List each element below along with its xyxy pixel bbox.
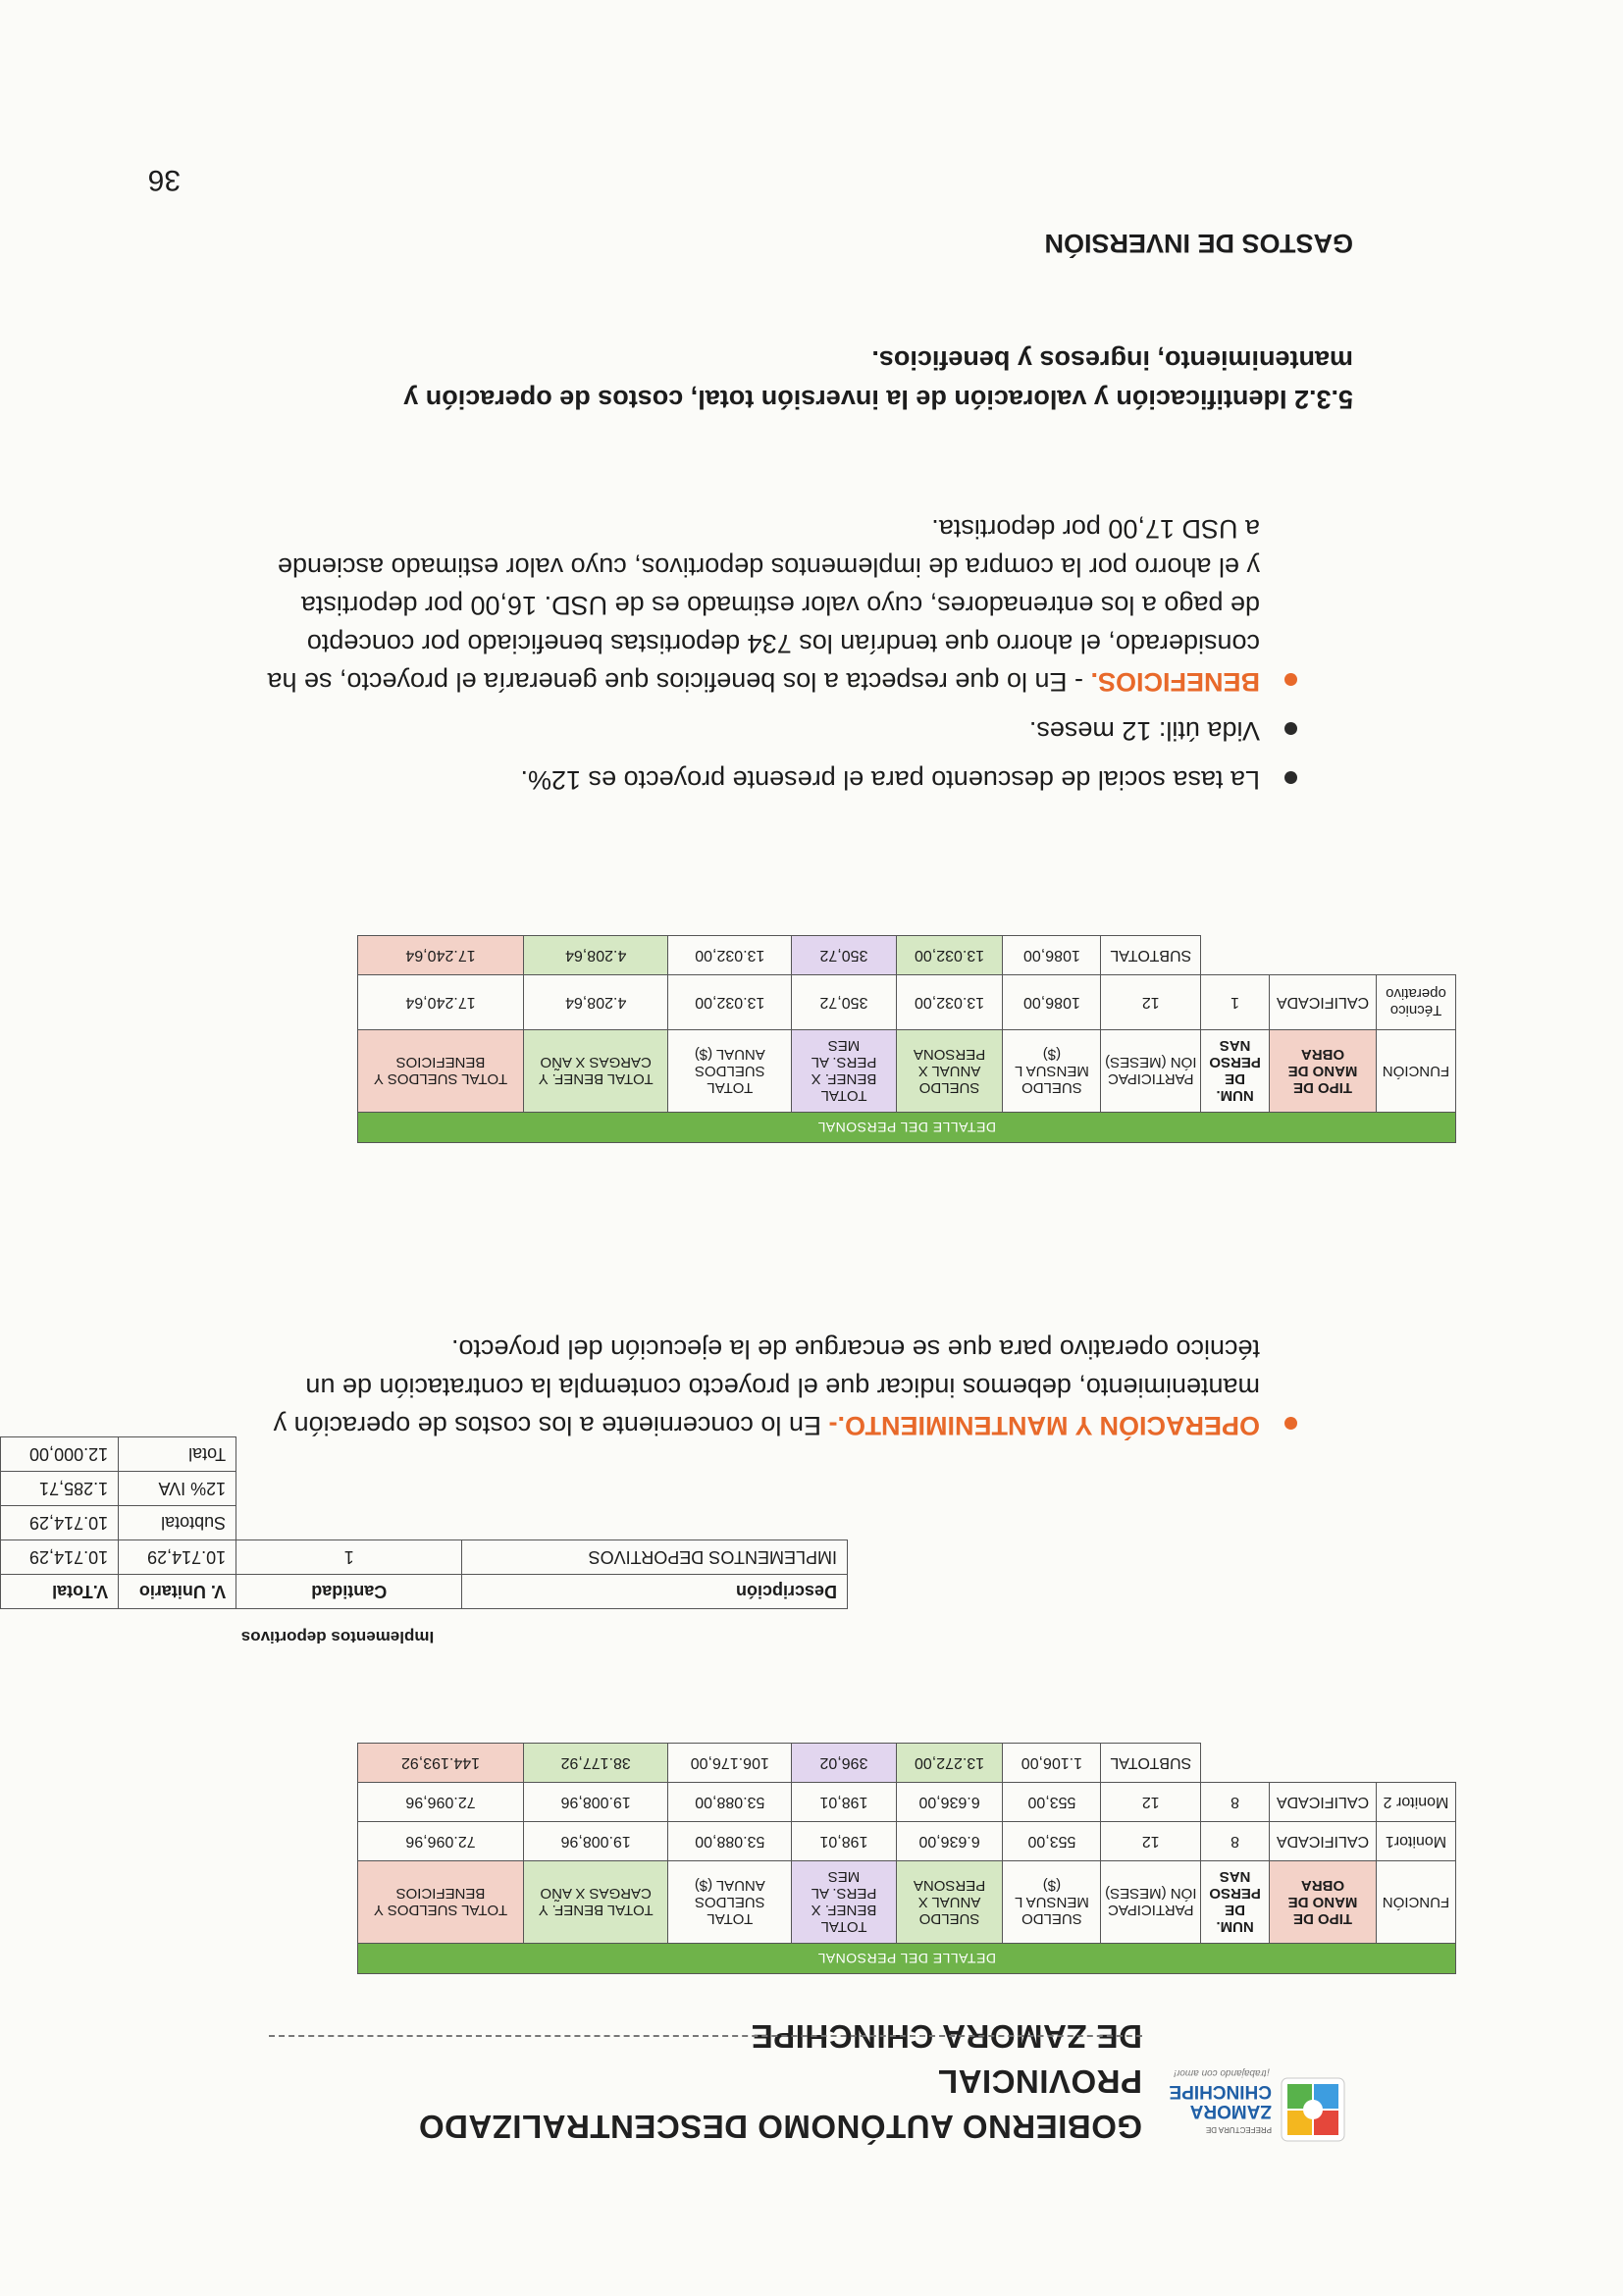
iva-value: 1.285,71 [1, 1472, 119, 1506]
iva-row [1, 1472, 848, 1506]
beneficios-line-3: de pago a los entrenadores, cuyo valor estimado es de USD. 16,00 por deportista [300, 591, 1260, 620]
cell: 350,72 [792, 936, 897, 975]
col-num-personas: NUM. DE PERSO NAS [1201, 1861, 1270, 1944]
cell: 12 [1101, 1822, 1201, 1861]
cell: 553,00 [1003, 1822, 1101, 1861]
col-benef-mes: TOTAL BENEF. X PERS. AL MES [792, 1030, 897, 1113]
cell: 10.714,29 [119, 1540, 236, 1575]
col-benef-cargas: TOTAL BENEF. Y CARGAS X AÑO [523, 1030, 667, 1113]
tasa-line: La tasa social de descuento para el presente proyecto es 12%. [520, 765, 1260, 795]
col-benef-mes: TOTAL BENEF. X PERS. AL MES [792, 1861, 897, 1944]
subtotal-row [1, 1506, 848, 1540]
header-title [259, 2013, 1142, 2149]
cell: 1 [236, 1540, 462, 1575]
cell: 17.240,64 [358, 975, 524, 1030]
personnel-table-tecnico [357, 935, 1456, 1143]
total-value: 12.000,00 [1, 1437, 119, 1472]
cell: 198,01 [792, 1783, 897, 1822]
personnel-table-monitors [357, 1743, 1456, 1974]
section-heading-line-1: 5.3.2 Identificación y valoración de la inversión total, costos de operación y [403, 385, 1353, 414]
cell: Monitor 2 [1376, 1783, 1455, 1822]
bullet-icon [1284, 722, 1297, 735]
cell: 1 [1201, 975, 1270, 1030]
col-total-sueldos-benef: TOTAL SUELDOS Y BENEFICIOS [358, 1030, 524, 1113]
section-heading-line-2: mantenimiento, ingresos y beneficios. [871, 345, 1353, 375]
cell: 53.088,00 [668, 1822, 792, 1861]
col-total-sueldos-benef: TOTAL SUELDOS Y BENEFICIOS [358, 1861, 524, 1944]
cell: 396,02 [792, 1744, 897, 1783]
bullet-icon [1284, 1417, 1297, 1430]
col-cantidad: Cantidad [236, 1575, 462, 1609]
col-sueldo-mensual: SUELDO MENSUA L ($) [1003, 1861, 1101, 1944]
cell: 1.106,00 [1003, 1744, 1101, 1783]
cell: 19.008,96 [523, 1783, 667, 1822]
beneficios-paragraph [141, 509, 1260, 701]
col-participacion: PARTICIPAC IÓN (MESES) [1101, 1861, 1201, 1944]
table-row [358, 1783, 1456, 1822]
header-line-1: GOBIERNO AUTÓNOMO DESCENTRALIZADO PROVINCIAL [418, 2063, 1142, 2145]
col-sueldo-anual: SUELDO ANUAL X PERSONA [896, 1030, 1003, 1113]
subtotal-row [358, 936, 1456, 975]
bullet-icon [1284, 673, 1297, 686]
total-label: Total [119, 1437, 236, 1472]
logo-prefix: PREFECTURA DE [1205, 2125, 1272, 2134]
cell: 38.177,92 [523, 1744, 667, 1783]
table-row [1, 1540, 848, 1575]
subtotal-row [358, 1744, 1456, 1783]
cell: 6.636,00 [896, 1822, 1003, 1861]
cell: 13.032,00 [896, 975, 1003, 1030]
subtotal-value: 10.714,29 [1, 1506, 119, 1540]
cell: 12 [1101, 1783, 1201, 1822]
cell: Técnico operativo [1376, 975, 1455, 1030]
opm-paragraph [141, 1330, 1260, 1444]
opm-line-3: técnico operativo para que se encargue de la ejecución del proyecto. [450, 1334, 1260, 1364]
cell: 198,01 [792, 1822, 897, 1861]
cell: 13.032,00 [896, 936, 1003, 975]
table-row [358, 975, 1456, 1030]
implements-caption-top [0, 1627, 848, 1646]
vida-line: Vida útil: 12 meses. [1028, 716, 1260, 746]
personnel-table-title: DETALLE DEL PERSONAL [358, 1944, 1456, 1974]
subtotal-label: SUBTOTAL [1101, 936, 1201, 975]
cell: CALIFICADA [1270, 1822, 1377, 1861]
cell: Monitor1 [1376, 1822, 1455, 1861]
beneficios-line-1: - En lo que respecta a los beneficios que generaría el proyecto, se ha [267, 667, 1091, 697]
cell: 12 [1101, 975, 1201, 1030]
subtotal-label: Subtotal [119, 1506, 236, 1540]
cell: 10.714,29 [1, 1540, 119, 1575]
col-v-unitario: V. Unitario [119, 1575, 236, 1609]
iva-label: 12% IVA [119, 1472, 236, 1506]
col-descripcion: Descripción [462, 1575, 848, 1609]
beneficios-line-2: considerado, el ahorro que tendrían los 734 deportistas beneficiado por concepto [306, 629, 1260, 658]
personnel-table-title: DETALLE DEL PERSONAL [358, 1113, 1456, 1143]
header-line-2: DE ZAMORA CHINCHIPE [751, 2018, 1142, 2055]
opm-line-1: En lo concerniente a los costos de operación y [273, 1411, 829, 1440]
implements-caption-text: Implementos deportivos [240, 1628, 435, 1646]
col-participacion: PARTICIPAC IÓN (MESES) [1101, 1030, 1201, 1113]
col-funcion: FUNCIÓN [1376, 1861, 1455, 1944]
col-sueldos-anual: TOTAL SUELDOS ANUAL ($) [668, 1861, 792, 1944]
section-heading [136, 340, 1353, 419]
col-tipo-mano-obra: TIPO DE MANO DE OBRA [1270, 1861, 1377, 1944]
cell: 19.008,96 [523, 1822, 667, 1861]
cell: 72.096,96 [358, 1822, 524, 1861]
beneficios-line-5: a USD 17,00 por deportista. [931, 514, 1260, 544]
cell: 13.032,00 [668, 936, 792, 975]
cell: 106.176,00 [668, 1744, 792, 1783]
cell: 144.193,92 [358, 1744, 524, 1783]
beneficios-line-4: y el ahorro por la compra de implementos deportivos, cuyo valor estimado asciende [277, 552, 1260, 582]
cell: 350,72 [792, 975, 897, 1030]
cell: 553,00 [1003, 1783, 1101, 1822]
col-num-personas: NUM. DE PERSO NAS [1201, 1030, 1270, 1113]
cell: 13.032,00 [668, 975, 792, 1030]
opm-label: OPERACIÓN Y MANTENIMIENTO.- [828, 1411, 1260, 1440]
cell: CALIFICADA [1270, 975, 1377, 1030]
page-number: 36 [147, 164, 181, 196]
col-tipo-mano-obra: TIPO DE MANO DE OBRA [1270, 1030, 1377, 1113]
page-header [259, 2018, 1348, 2149]
cell: 8 [1201, 1783, 1270, 1822]
cell: 13.272,00 [896, 1744, 1003, 1783]
col-sueldo-anual: SUELDO ANUAL X PERSONA [896, 1861, 1003, 1944]
prefectura-logo [1162, 2055, 1348, 2149]
cell: IMPLEMENTOS DEPORTIVOS [462, 1540, 848, 1575]
col-sueldos-anual: TOTAL SUELDOS ANUAL ($) [668, 1030, 792, 1113]
gastos-heading: GASTOS DE INVERSIÓN [1044, 229, 1353, 258]
cell: 1086,00 [1003, 936, 1101, 975]
cell: 17.240,64 [358, 936, 524, 975]
opm-line-2: mantenimiento, debemos indicar que el proyecto contempla la contratación de un [305, 1373, 1260, 1402]
logo-zamora: ZAMORA [1189, 2101, 1272, 2121]
cell: 6.636,00 [896, 1783, 1003, 1822]
logo-tagline: ¡trabajando con amor! [1174, 2067, 1270, 2078]
table-row [358, 1822, 1456, 1861]
header-divider [269, 2035, 1142, 2037]
subtotal-label: SUBTOTAL [1101, 1744, 1201, 1783]
logo-emblem-icon [1282, 2078, 1344, 2141]
logo-chinchipe: CHINCHIPE [1169, 2081, 1272, 2102]
cell: 72.096,96 [358, 1783, 524, 1822]
cell: 8 [1201, 1822, 1270, 1861]
col-sueldo-mensual: SUELDO MENSUA L ($) [1003, 1030, 1101, 1113]
beneficios-label: BENEFICIOS. [1090, 667, 1260, 697]
cell: 53.088,00 [668, 1783, 792, 1822]
implements-table [0, 1436, 848, 1609]
bullet-icon [1284, 771, 1297, 784]
col-funcion: FUNCIÓN [1376, 1030, 1455, 1113]
col-benef-cargas: TOTAL BENEF. Y CARGAS X AÑO [523, 1861, 667, 1944]
cell: 4.208,64 [523, 936, 667, 975]
col-v-total: V.Total [1, 1575, 119, 1609]
cell: 4.208,64 [523, 975, 667, 1030]
cell: 1086,00 [1003, 975, 1101, 1030]
cell: CALIFICADA [1270, 1783, 1377, 1822]
